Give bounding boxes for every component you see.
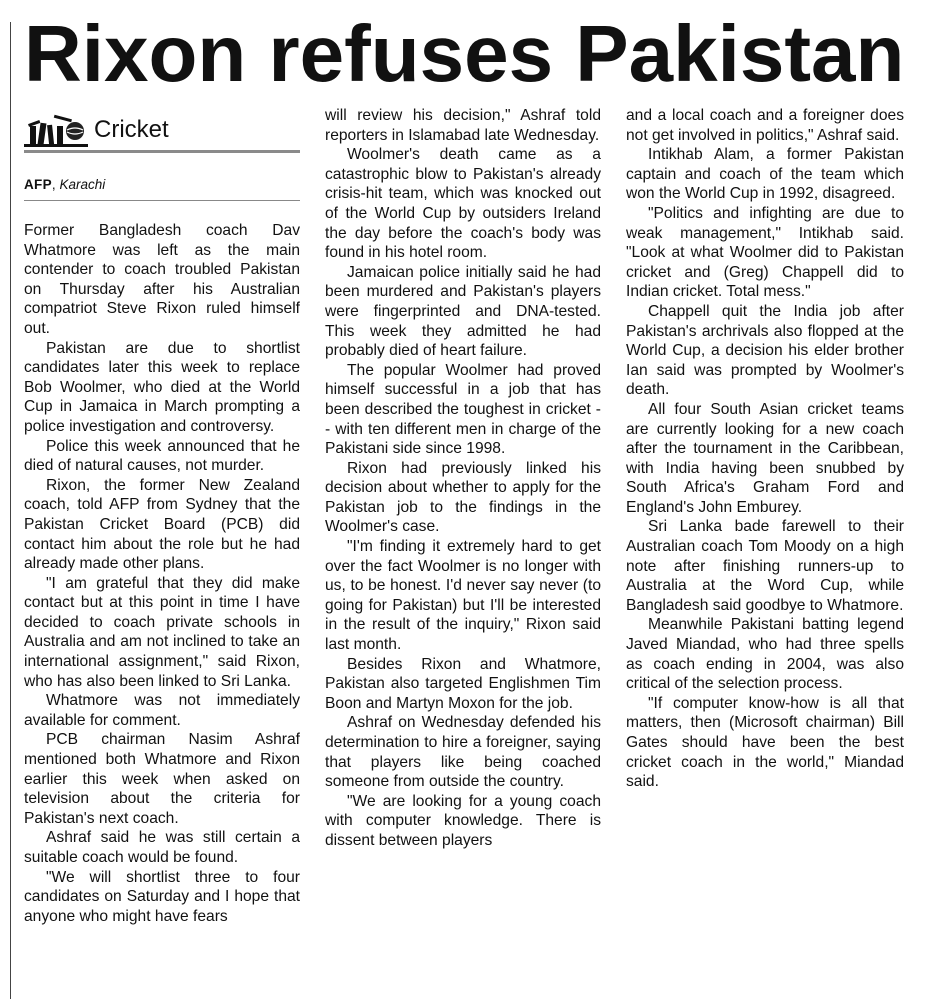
paragraph: "If computer know-how is all that matters, then (Microsoft chairman) Bill Gates should have been the best cricket coach in the world," Miandad said. [626, 694, 904, 791]
column-divider-rule [10, 22, 11, 999]
paragraph: Ashraf on Wednesday defended his determination to hire a foreigner, saying that players like being coached someone from outside the country. [325, 714, 601, 791]
paragraph: Rixon, the former New Zealand coach, told AFP from Sydney that the Pakistan Cricket Board (PCB) did contact him about the role but he had already made other plans. [24, 476, 300, 573]
paragraph: will review his decision," Ashraf told reporters in Islamabad late Wednesday. [325, 107, 601, 144]
paragraph: Whatmore was not immediately available for comment. [24, 692, 300, 729]
paragraph: Jamaican police initially said he had been murdered and Pakistan's players were fingerprinted and DNA-tested. This week they admitted he had probably died of heart failure. [325, 263, 601, 360]
paragraph: Ashraf said he was still certain a suitable coach would be found. [24, 829, 300, 866]
paragraph: Meanwhile Pakistani batting legend Javed Miandad, who had three spells as coach ending in 2004, was also critical of the selection process. [626, 616, 904, 693]
paragraph: "We will shortlist three to four candidates on Saturday and I hope that anyone who might have fears [24, 868, 300, 925]
paragraph: Police this week announced that he died of natural causes, not murder. [24, 437, 300, 475]
column-1 [24, 106, 300, 999]
paragraph: and a local coach and a foreigner does not get involved in politics," Ashraf said. [626, 107, 904, 144]
paragraph: Chappell quit the India job after Pakistan's archrivals also flopped at the World Cup, a decision his elder brother Ian said was prompted by Woolmer's death. [626, 302, 904, 399]
paragraph: "I'm finding it extremely hard to get over the fact Woolmer is no longer with us, to be honest. I'd never say never (to going for Pakistan) but I'll be interested in the result of the inquiry," Rixon said last month. [325, 538, 601, 654]
paragraph: "We are looking for a young coach with computer knowledge. There is dissent between players [325, 792, 601, 849]
byline [24, 176, 300, 194]
paragraph: "I am grateful that they did make contact but at this point in time I have decided to coach private schools in Australia and am not inclined to take an international assignment," said Rixon, who has also been linked to Sri Lanka. [24, 574, 300, 690]
paragraph: Intikhab Alam, a former Pakistan captain and coach of the team which won the World Cup in 1992, disagreed. [626, 146, 904, 203]
byline-agency: AFP [24, 177, 52, 192]
column-2 [325, 106, 601, 999]
paragraph: Pakistan are due to shortlist candidates later this week to replace Bob Woolmer, who died at the World Cup in Jamaica in March prompting a police investigation and controversy. [24, 339, 300, 435]
byline-rule [24, 200, 300, 201]
paragraph: Former Bangladesh coach Dav Whatmore was left as the main contender to coach troubled Pakistan on Thursday after his Australian compatriot Steve Rixon ruled himself out. [24, 222, 300, 337]
paragraph: Sri Lanka bade farewell to their Australian coach Tom Moody on a high note after finishing runners-up to Australia at the Word Cup, while Bangladesh said goodbye to Whatmore. [626, 518, 904, 614]
section-header [24, 110, 300, 154]
byline-location: Karachi [59, 177, 106, 192]
paragraph: PCB chairman Nasim Ashraf mentioned both Whatmore and Rixon earlier this week when asked on television about the criteria for Pakistan's next coach. [24, 731, 300, 827]
byline-separator: , [51, 177, 56, 192]
paragraph: Besides Rixon and Whatmore, Pakistan also targeted Englishmen Tim Boon and Martyn Moxon for the job. [325, 655, 601, 712]
paragraph: Woolmer's death came as a catastrophic blow to Pakistan's already crisis-hit team, which was knocked out of the World Cup by outsiders Ireland the day before the coach's body was found in his hotel room. [325, 146, 601, 262]
paragraph: Rixon had previously linked his decision about whether to apply for the Pakistan job to the findings in the Woolmer's case. [325, 459, 601, 536]
article-body [24, 106, 910, 999]
cricket-bats-ball-icon [24, 114, 88, 148]
column-3 [626, 106, 904, 999]
paragraph: All four South Asian cricket teams are currently looking for a new coach after the tournament in the Caribbean, with India having been snubbed by South Africa's Graham Ford and England's John Emburey. [626, 400, 904, 516]
headline: Rixon refuses Pakistan [24, 9, 905, 98]
section-label: Cricket [94, 116, 169, 143]
paragraph: The popular Woolmer had proved himself successful in a job that has been described the toughest in cricket -- with ten different men in charge of the Pakistani side since 1998. [325, 361, 601, 458]
section-rule [24, 150, 300, 153]
paragraph: "Politics and infighting are due to weak management," Intikhab said. "Look at what Woolmer did to Pakistan cricket and (Greg) Chappell did to Indian cricket. Total mess." [626, 204, 904, 301]
